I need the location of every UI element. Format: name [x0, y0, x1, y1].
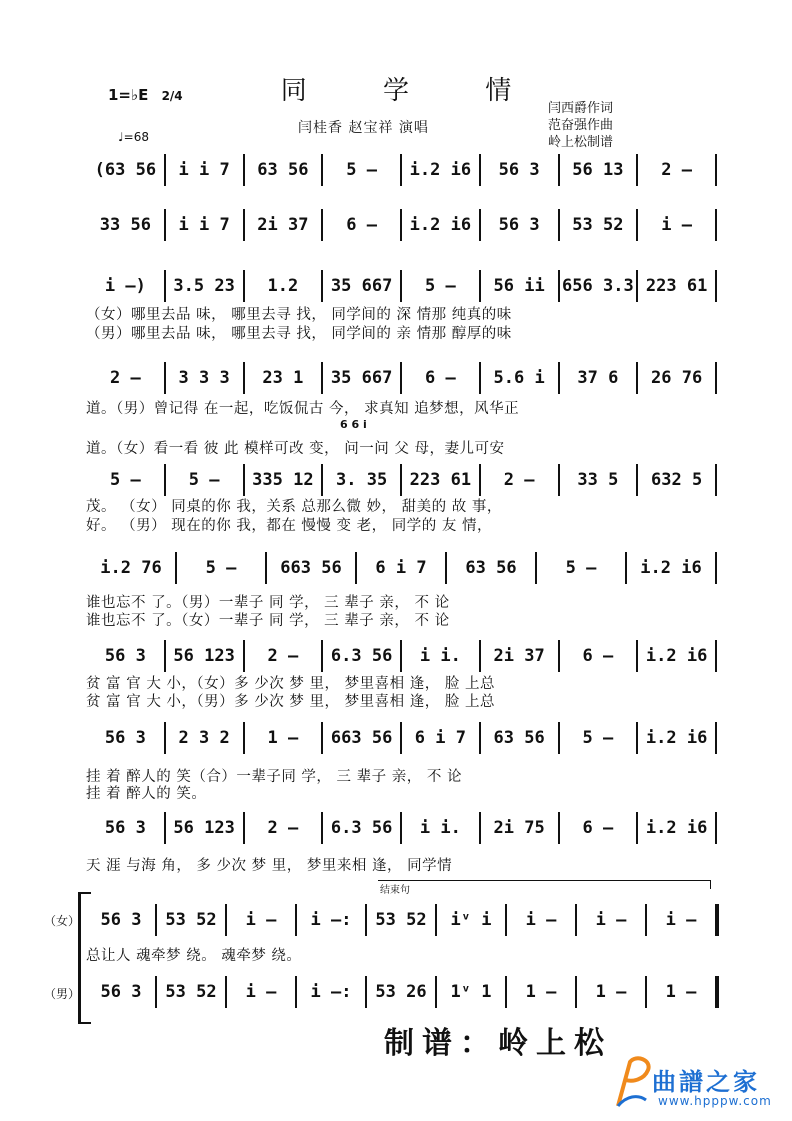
voice-label-female: （女） — [44, 914, 81, 928]
ending-bracket — [378, 880, 711, 896]
measure: i.2 i6 — [409, 215, 472, 235]
measure: 6 – — [346, 215, 377, 235]
lyric-line: （女）哪里去品 味， 哪里去寻 找， 同学间的 深 情那 纯真的味 — [86, 307, 512, 323]
staff-row — [86, 205, 716, 249]
measure: 56 3 — [498, 160, 540, 180]
lyric-line: 道。（女）看一看 彼 此 模样可改 变， 问一问 父 母，妻儿可安 — [86, 441, 505, 457]
measure: 56 3 — [104, 728, 146, 748]
page-title: 同 学 情 — [280, 76, 546, 106]
barline — [715, 904, 719, 936]
measure: 656 3.3 — [562, 276, 634, 296]
key-text: 1=♭E — [108, 86, 149, 104]
staff-row — [86, 718, 716, 762]
measure: i i. — [419, 646, 461, 666]
measure: 37 6 — [577, 368, 619, 388]
measure: i.2 i6 — [640, 558, 702, 578]
staff-row — [86, 900, 716, 944]
measure: i.2 i6 — [645, 818, 708, 838]
measure: 35 667 — [330, 276, 393, 296]
singers-credit: 闫桂香 赵宝祥 演唱 — [298, 120, 429, 136]
measure: i – — [595, 910, 627, 930]
measure: 56 ii — [493, 276, 545, 296]
measure: iᵛ i — [450, 910, 492, 930]
measure: 2 – — [267, 646, 299, 666]
measure: 2 – — [661, 160, 692, 180]
measure: 6 i 7 — [375, 558, 427, 578]
measure: i –: — [310, 910, 352, 930]
staff-row — [86, 548, 716, 592]
lyric-line: 道。（男）曾记得 在一起，吃饭侃古 今， 求真知 追梦想，风华正 — [86, 401, 520, 417]
measure: 632 5 — [651, 470, 703, 490]
barline — [715, 270, 717, 302]
tempo-marking: ♩=68 — [118, 130, 149, 144]
measure: 5 – — [110, 470, 141, 490]
measure: i –) — [104, 276, 146, 296]
measure: 53 52 — [375, 910, 427, 930]
measure: 1 – — [665, 982, 697, 1002]
measure: 2 – — [267, 818, 299, 838]
measure: 6 – — [582, 646, 614, 666]
lyric-line: 贫 富 官 大 小，（女）多 少次 梦 里， 梦里喜相 逢， 脸 上总 — [86, 676, 495, 692]
measure: 56 3 — [498, 215, 540, 235]
measure: i – — [661, 215, 692, 235]
measure: 53 52 — [165, 910, 217, 930]
measure: i – — [245, 982, 277, 1002]
arranger-signature: 制谱：岭上松 — [384, 1026, 612, 1061]
measure: 5 – — [205, 558, 237, 578]
measure: 663 56 — [330, 728, 393, 748]
measure: 6 i 7 — [414, 728, 466, 748]
arranger-credit: 岭上松制谱 — [548, 135, 614, 150]
measure: i.2 i6 — [645, 646, 708, 666]
measure: i.2 i6 — [409, 160, 472, 180]
measure: 2i 37 — [257, 215, 309, 235]
measure: 663 56 — [280, 558, 342, 578]
measure: 6.3 56 — [330, 646, 393, 666]
measure: 3. 35 — [336, 470, 388, 490]
measure: i.2 76 — [100, 558, 162, 578]
measure: 33 56 — [99, 215, 151, 235]
measure: (63 56 — [94, 160, 157, 180]
measure: i i. — [419, 818, 461, 838]
barline — [715, 640, 717, 672]
barline — [715, 464, 717, 496]
measure: 1.2 — [267, 276, 299, 296]
measure: 6.3 56 — [330, 818, 393, 838]
barline — [715, 362, 717, 394]
measure: 63 56 — [257, 160, 309, 180]
composer-credit: 范奋强作曲 — [548, 118, 614, 133]
lyric-line: 贫 富 官 大 小，（男）多 少次 梦 里， 梦里喜相 逢， 脸 上总 — [86, 694, 495, 710]
measure: i i 7 — [178, 215, 230, 235]
lyric-line: 总让人 魂牵梦 绕。 魂牵梦 绕。 — [86, 948, 302, 964]
measure: 53 52 — [572, 215, 624, 235]
site-url: www.hpppw.com — [658, 1094, 772, 1108]
lyric-line: 好。 （男） 现在的你 我，都在 慢慢 变 老， 同学的 友 情， — [86, 518, 492, 534]
lyric-line: 挂 着 醉人的 笑（合）一辈子同 学， 三 辈子 亲， 不 论 — [86, 769, 462, 785]
site-name: 曲譜之家 — [652, 1068, 760, 1096]
measure: i i 7 — [178, 160, 230, 180]
barline — [715, 154, 717, 186]
measure: 63 56 — [493, 728, 545, 748]
measure: 5 – — [425, 276, 456, 296]
measure: 3 3 3 — [178, 368, 230, 388]
measure: 56 13 — [572, 160, 624, 180]
measure: 56 3 — [100, 982, 142, 1002]
measure: 63 56 — [465, 558, 517, 578]
measure: 5.6 i — [493, 368, 545, 388]
barline — [715, 552, 717, 584]
staff-row — [86, 808, 716, 852]
measure: 2i 37 — [493, 646, 545, 666]
measure: 56 123 — [173, 818, 235, 838]
measure: 335 12 — [252, 470, 314, 490]
measure: 1ᵛ 1 — [450, 982, 492, 1002]
measure: i.2 i6 — [645, 728, 708, 748]
measure: 5 – — [188, 470, 220, 490]
measure: 2i 75 — [493, 818, 545, 838]
measure: i – — [525, 910, 557, 930]
measure: 56 3 — [104, 818, 146, 838]
measure: 223 61 — [409, 470, 472, 490]
lyric-line: 挂 着 醉人的 笑。 — [86, 786, 207, 802]
alt-notes: 6 6 i — [340, 418, 367, 431]
measure: i –: — [310, 982, 352, 1002]
lyric-line: 天 涯 与海 角， 多 少次 梦 里， 梦里来相 逢， 同学情 — [86, 858, 453, 874]
measure: 223 61 — [645, 276, 708, 296]
measure: 33 5 — [577, 470, 619, 490]
measure: 2 3 2 — [178, 728, 230, 748]
time-signature: 2/4 — [161, 89, 183, 103]
measure: 6 – — [425, 368, 456, 388]
key-signature — [108, 86, 183, 104]
measure: i – — [665, 910, 697, 930]
measure: 53 52 — [165, 982, 217, 1002]
measure: 53 26 — [375, 982, 427, 1002]
barline — [715, 722, 717, 754]
lyricist-credit: 闫西爵作词 — [548, 101, 614, 116]
ending-label: 结束句 — [380, 885, 410, 896]
measure: 6 – — [582, 818, 614, 838]
measure: 5 – — [346, 160, 377, 180]
measure: 2 – — [503, 470, 535, 490]
measure: 23 1 — [262, 368, 304, 388]
measure: 2 – — [110, 368, 141, 388]
measure: i – — [245, 910, 277, 930]
measure: 26 76 — [651, 368, 703, 388]
voice-label-male: （男） — [44, 987, 81, 1001]
lyric-line: 茂。 （女） 同桌的你 我，关系 总那么微 妙， 甜美的 故 事， — [86, 499, 502, 515]
staff-row — [86, 358, 716, 402]
measure: 56 123 — [173, 646, 235, 666]
measure: 56 3 — [104, 646, 146, 666]
lyric-line: 谁也忘不 了。（男）一辈子 同 学， 三 辈子 亲， 不 论 — [86, 595, 450, 611]
barline — [715, 976, 719, 1008]
staff-row — [86, 150, 716, 194]
barline — [715, 812, 717, 844]
lyric-line: （男）哪里去品 味， 哪里去寻 找， 同学间的 亲 情那 醇厚的味 — [86, 326, 512, 342]
measure: 35 667 — [330, 368, 393, 388]
measure: 3.5 23 — [173, 276, 235, 296]
measure: 1 – — [525, 982, 557, 1002]
measure: 5 – — [565, 558, 597, 578]
staff-row — [86, 972, 716, 1016]
barline — [715, 209, 717, 241]
measure: 5 – — [582, 728, 614, 748]
measure: 56 3 — [100, 910, 142, 930]
measure: 1 – — [595, 982, 627, 1002]
measure: 1 – — [267, 728, 299, 748]
lyric-line: 谁也忘不 了。（女）一辈子 同 学， 三 辈子 亲， 不 论 — [86, 613, 450, 629]
